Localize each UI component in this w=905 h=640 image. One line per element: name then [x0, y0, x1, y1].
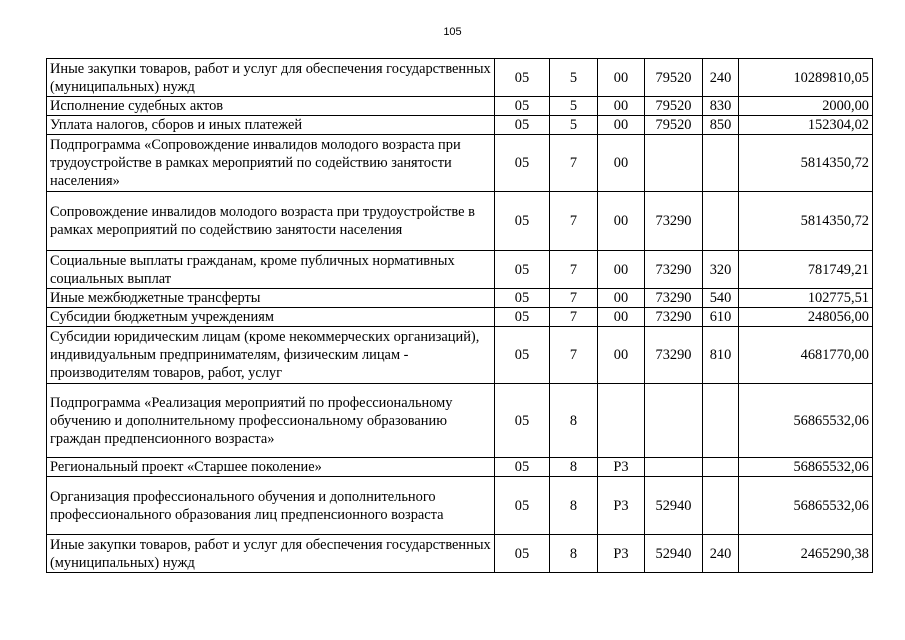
- row-direction: [645, 135, 703, 192]
- row-expense-type: [703, 477, 739, 535]
- row-name: Иные закупки товаров, работ и услуг для обеспечения государственных (муниципальных) нужд: [47, 535, 495, 573]
- row-program: P3: [598, 477, 645, 535]
- table-row: [47, 384, 873, 458]
- row-section: 05: [495, 192, 550, 251]
- row-subsection: 8: [550, 477, 598, 535]
- table-row: [47, 535, 873, 573]
- row-subsection: 8: [550, 384, 598, 458]
- table-row: [47, 327, 873, 384]
- row-expense-type: [703, 192, 739, 251]
- row-section: 05: [495, 477, 550, 535]
- table-row: [47, 458, 873, 477]
- row-direction: 79520: [645, 116, 703, 135]
- row-name: Субсидии бюджетным учреждениям: [47, 308, 495, 327]
- row-subsection: 5: [550, 97, 598, 116]
- row-expense-type: 610: [703, 308, 739, 327]
- row-subsection: 7: [550, 327, 598, 384]
- row-name: Региональный проект «Старшее поколение»: [47, 458, 495, 477]
- row-sum: 781749,21: [739, 251, 873, 289]
- row-sum: 152304,02: [739, 116, 873, 135]
- row-program: 00: [598, 116, 645, 135]
- row-section: 05: [495, 97, 550, 116]
- row-section: 05: [495, 135, 550, 192]
- row-expense-type: 830: [703, 97, 739, 116]
- row-program: 00: [598, 135, 645, 192]
- row-direction: 52940: [645, 535, 703, 573]
- table-row: [47, 251, 873, 289]
- row-name: Организация профессионального обучения и дополнительного профессионального образования лиц предпенсионного возраста: [47, 477, 495, 535]
- table-row: [47, 192, 873, 251]
- row-sum: 248056,00: [739, 308, 873, 327]
- row-program: 00: [598, 59, 645, 97]
- row-expense-type: 240: [703, 535, 739, 573]
- row-direction: 79520: [645, 59, 703, 97]
- row-name: Подпрограмма «Реализация мероприятий по профессиональному обучению и дополнительному профессиональному образованию граждан предпенсионного возраста»: [47, 384, 495, 458]
- row-subsection: 7: [550, 251, 598, 289]
- row-subsection: 7: [550, 135, 598, 192]
- row-direction: [645, 384, 703, 458]
- row-subsection: 5: [550, 116, 598, 135]
- row-name: Социальные выплаты гражданам, кроме публичных нормативных социальных выплат: [47, 251, 495, 289]
- row-section: 05: [495, 251, 550, 289]
- row-section: 05: [495, 458, 550, 477]
- row-program: 00: [598, 192, 645, 251]
- table-row: [47, 116, 873, 135]
- row-program: P3: [598, 458, 645, 477]
- row-expense-type: 320: [703, 251, 739, 289]
- row-direction: [645, 458, 703, 477]
- table-row: [47, 135, 873, 192]
- row-direction: 52940: [645, 477, 703, 535]
- row-sum: 5814350,72: [739, 135, 873, 192]
- table-row: [47, 97, 873, 116]
- row-sum: 56865532,06: [739, 458, 873, 477]
- row-section: 05: [495, 308, 550, 327]
- row-name: Подпрограмма «Сопровождение инвалидов молодого возраста при трудоустройстве в рамках мероприятий по содействию занятости населения»: [47, 135, 495, 192]
- row-section: 05: [495, 384, 550, 458]
- row-direction: 73290: [645, 251, 703, 289]
- row-direction: 79520: [645, 97, 703, 116]
- row-section: 05: [495, 327, 550, 384]
- row-direction: 73290: [645, 289, 703, 308]
- budget-table-body: [47, 59, 873, 573]
- row-expense-type: [703, 135, 739, 192]
- row-sum: 2465290,38: [739, 535, 873, 573]
- row-sum: 4681770,00: [739, 327, 873, 384]
- row-subsection: 7: [550, 192, 598, 251]
- row-program: 00: [598, 97, 645, 116]
- page-number: 105: [443, 26, 462, 38]
- row-subsection: 8: [550, 535, 598, 573]
- row-subsection: 5: [550, 59, 598, 97]
- table-row: [47, 59, 873, 97]
- row-name: Иные закупки товаров, работ и услуг для обеспечения государственных (муниципальных) нужд: [47, 59, 495, 97]
- row-sum: 2000,00: [739, 97, 873, 116]
- row-subsection: 7: [550, 289, 598, 308]
- row-sum: 56865532,06: [739, 384, 873, 458]
- row-program: 00: [598, 289, 645, 308]
- row-program: 00: [598, 308, 645, 327]
- row-expense-type: 540: [703, 289, 739, 308]
- table-row: [47, 477, 873, 535]
- row-name: Субсидии юридическим лицам (кроме некоммерческих организаций), индивидуальным предпринимателям, физическим лицам - производителям товаров, работ, услуг: [47, 327, 495, 384]
- row-sum: 102775,51: [739, 289, 873, 308]
- row-sum: 56865532,06: [739, 477, 873, 535]
- row-sum: 5814350,72: [739, 192, 873, 251]
- row-expense-type: 810: [703, 327, 739, 384]
- row-name: Сопровождение инвалидов молодого возраста при трудоустройстве в рамках мероприятий по содействию занятости населения: [47, 192, 495, 251]
- row-section: 05: [495, 116, 550, 135]
- table-row: [47, 308, 873, 327]
- row-program: [598, 384, 645, 458]
- row-section: 05: [495, 59, 550, 97]
- table-row: [47, 289, 873, 308]
- row-direction: 73290: [645, 308, 703, 327]
- row-section: 05: [495, 535, 550, 573]
- row-program: 00: [598, 327, 645, 384]
- row-subsection: 7: [550, 308, 598, 327]
- row-expense-type: [703, 384, 739, 458]
- row-section: 05: [495, 289, 550, 308]
- row-sum: 10289810,05: [739, 59, 873, 97]
- row-name: Уплата налогов, сборов и иных платежей: [47, 116, 495, 135]
- row-subsection: 8: [550, 458, 598, 477]
- budget-table: [46, 58, 873, 573]
- row-name: Иные межбюджетные трансферты: [47, 289, 495, 308]
- row-expense-type: 850: [703, 116, 739, 135]
- row-direction: 73290: [645, 192, 703, 251]
- row-name: Исполнение судебных актов: [47, 97, 495, 116]
- row-expense-type: 240: [703, 59, 739, 97]
- row-direction: 73290: [645, 327, 703, 384]
- row-expense-type: [703, 458, 739, 477]
- row-program: P3: [598, 535, 645, 573]
- row-program: 00: [598, 251, 645, 289]
